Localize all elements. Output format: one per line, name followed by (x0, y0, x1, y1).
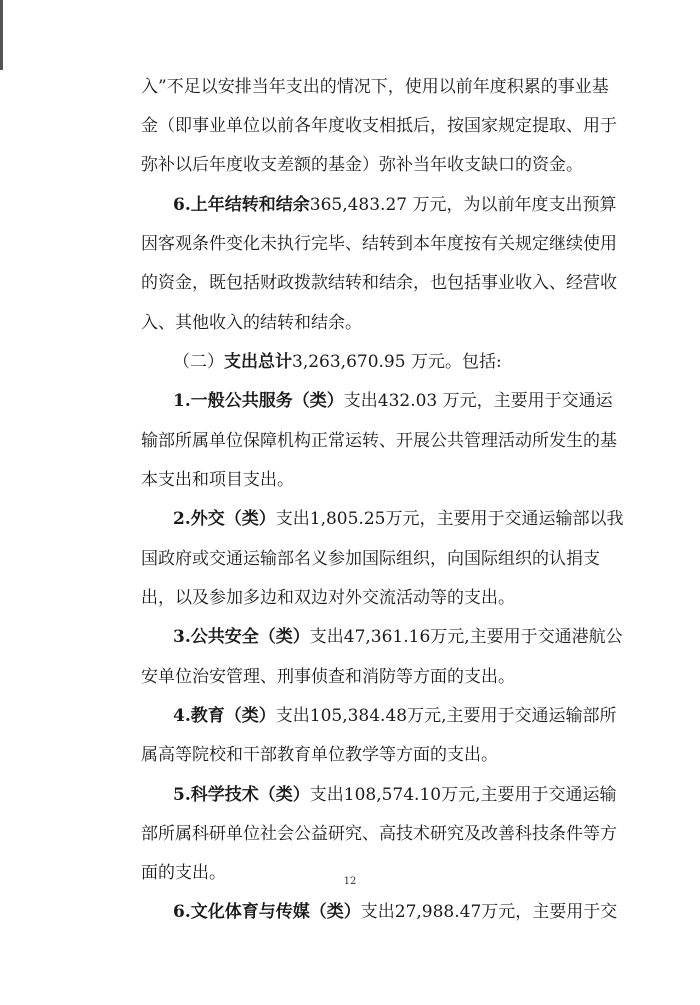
line-text: 弥补以后年度收支差额的基金）弥补当年收支缺口的资金。 (141, 155, 583, 175)
item-heading: 6.上年结转和结余 (173, 195, 310, 215)
binding-edge-mark (0, 0, 3, 70)
item-heading: 4.教育（类） (173, 706, 276, 726)
item-heading-line (173, 389, 613, 413)
paragraph-line (141, 743, 700, 767)
line-text: 金（即事业单位以前各年度收支相抵后，按国家规定提取、用于 (141, 116, 617, 136)
item-heading: 1.一般公共服务（类） (173, 391, 344, 411)
section-text: 3,263,670.95 万元。包括: (292, 352, 502, 372)
line-text: 部所属科研单位社会公益研究、高技术研究及改善科技条件等方 (141, 824, 617, 844)
paragraph-line (141, 665, 700, 689)
paragraph-line (141, 547, 606, 571)
line-text: 出，以及参加多边和双边对外交流活动等的支出。 (141, 588, 515, 608)
section-prefix: （二） (173, 352, 224, 372)
item-heading: 6.文化体育与传媒（类） (173, 902, 361, 922)
item-text: 支出47,361.16万元,主要用于交通港航公 (309, 627, 623, 647)
item-text: 支出432.03 万元，主要用于交通运 (343, 391, 613, 411)
line-text: 国政府或交通运输部名义参加国际组织，向国际组织的认捐支 (141, 549, 600, 569)
paragraph-line (141, 586, 700, 610)
item-heading-line (173, 704, 617, 728)
item-heading: 5.科学技术（类） (173, 785, 310, 805)
page-number: 12 (343, 876, 357, 887)
line-text: 输部所属单位保障机构正常运转、开展公共管理活动所发生的基 (141, 431, 617, 451)
item-heading: 2.外交（类） (173, 509, 276, 529)
paragraph-line (141, 114, 617, 138)
paragraph-line (141, 153, 700, 177)
item-heading-line (173, 900, 618, 924)
item-heading-line (173, 625, 623, 649)
item-text: 支出105,384.48万元,主要用于交通运输部所 (275, 706, 617, 726)
line-text: 入”不足以安排当年支出的情况下，使用以前年度积累的事业基 (141, 77, 609, 97)
paragraph-line (141, 311, 700, 335)
paragraph-line (141, 75, 609, 99)
item-heading-line (173, 193, 617, 217)
line-text: 因客观条件变化未执行完毕、结转到本年度按有关规定继续使用 (141, 234, 617, 254)
line-text: 面的支出。 (141, 863, 226, 883)
item-text: 支出1,805.25万元，主要用于交通运输部以我 (275, 509, 624, 529)
item-heading-line (173, 783, 617, 807)
paragraph-line (141, 232, 617, 256)
paragraph-line (141, 822, 617, 846)
paragraph-line (141, 429, 617, 453)
line-text: 本支出和项目支出。 (141, 470, 294, 490)
paragraph-line (141, 271, 617, 295)
paragraph-line (141, 468, 700, 492)
line-text: 属高等院校和干部教育单位教学等方面的支出。 (141, 745, 498, 765)
line-text: 入、其他收入的结转和结余。 (141, 313, 362, 333)
item-text: 支出27,988.47万元，主要用于交 (360, 902, 618, 922)
line-text: 安单位治安管理、刑事侦查和消防等方面的支出。 (141, 667, 515, 687)
section-heading: 支出总计 (224, 352, 292, 372)
item-text: 支出108,574.10万元,主要用于交通运输 (309, 785, 617, 805)
section-heading-line (173, 350, 700, 374)
item-heading-line (173, 507, 624, 531)
item-heading: 3.公共安全（类） (173, 627, 310, 647)
line-text: 的资金，既包括财政拨款结转和结余，也包括事业收入、经营收 (141, 273, 617, 293)
item-text: 365,483.27 万元，为以前年度支出预算 (309, 195, 617, 215)
